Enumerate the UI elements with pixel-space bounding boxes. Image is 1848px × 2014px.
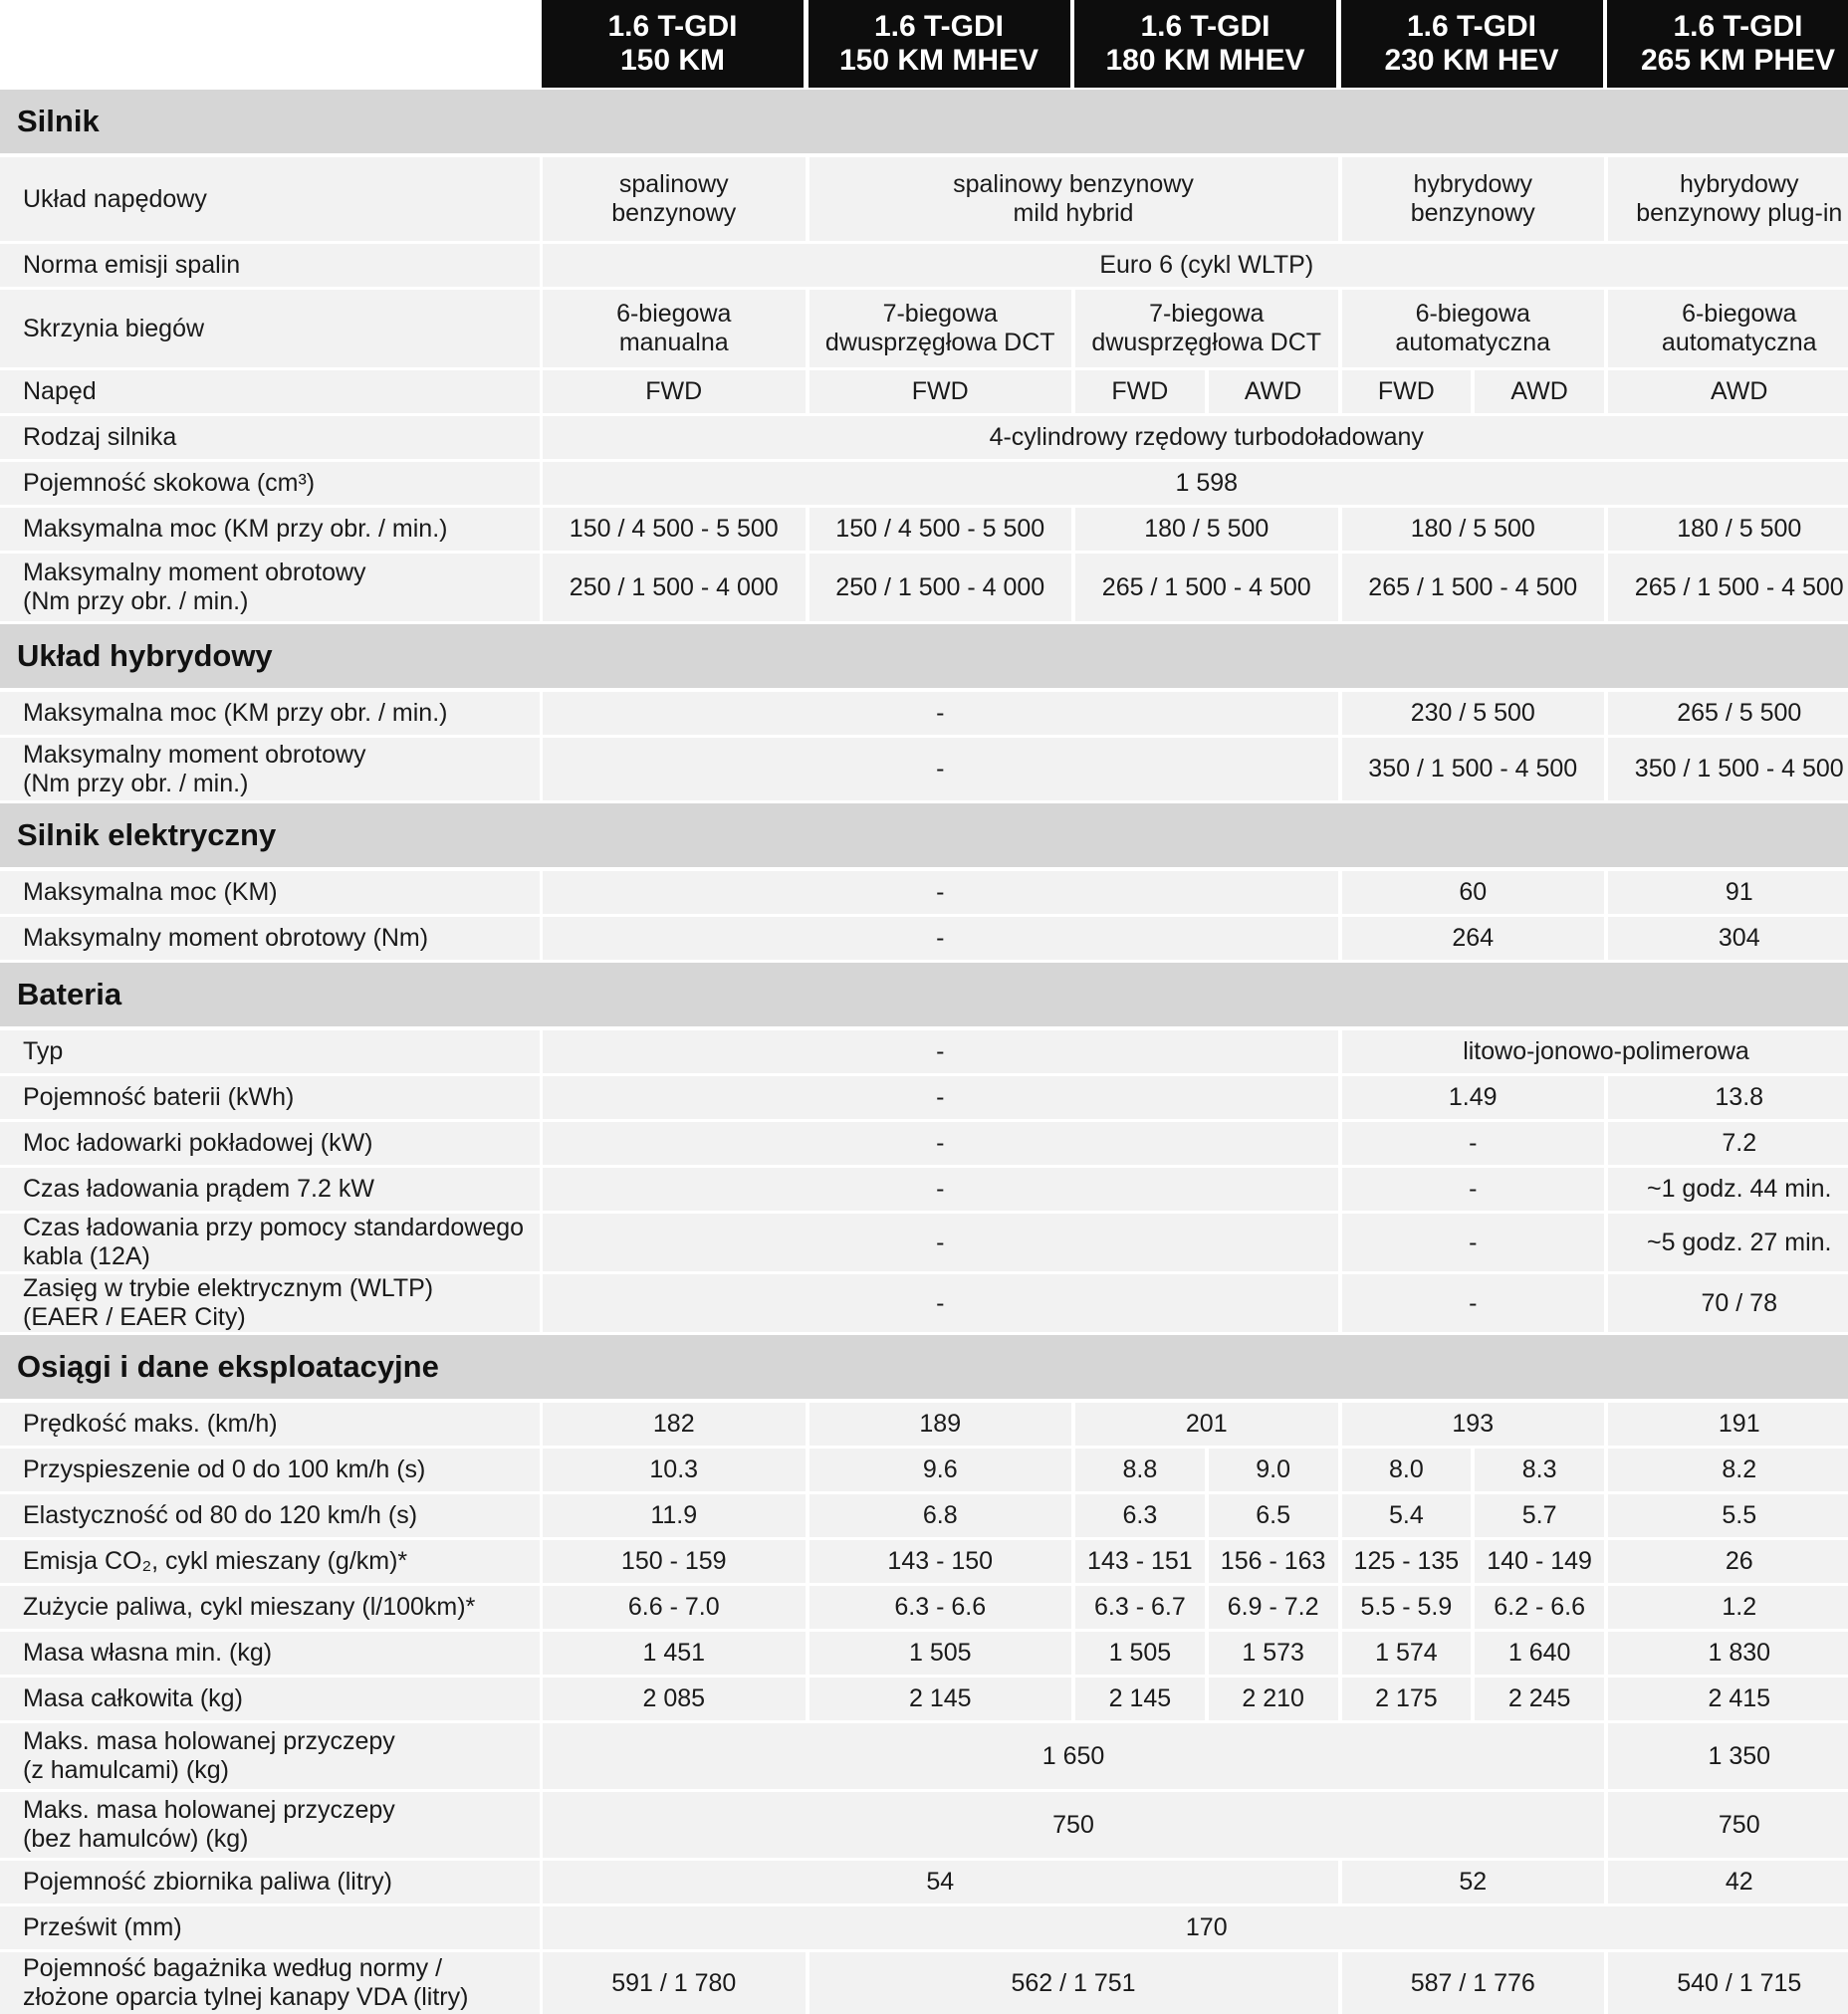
table-cell: 54 <box>543 1861 1338 1903</box>
table-cell: 42 <box>1608 1861 1848 1903</box>
table-cell: - <box>1342 1168 1605 1211</box>
table-cell: 6.3 - 6.7 <box>1075 1586 1205 1629</box>
table-cell: 1 830 <box>1608 1632 1848 1675</box>
table-cell: 265 / 1 500 - 4 500 <box>1075 554 1338 621</box>
table-cell: spalinowy benzynowy mild hybrid <box>809 157 1338 241</box>
table-cell: 2 415 <box>1608 1678 1848 1720</box>
table-cell: 170 <box>543 1906 1848 1949</box>
table-cell: 6.8 <box>809 1494 1072 1537</box>
table-cell: 143 - 150 <box>809 1540 1072 1583</box>
row-label: Maksymalna moc (KM) <box>0 871 540 914</box>
table-cell: 1 640 <box>1475 1632 1604 1675</box>
table-cell: - <box>543 692 1338 735</box>
table-cell: 26 <box>1608 1540 1848 1583</box>
row-label: Maksymalna moc (KM przy obr. / min.) <box>0 692 540 735</box>
table-cell: 562 / 1 751 <box>809 1952 1338 2014</box>
row-label: Przyspieszenie od 0 do 100 km/h (s) <box>0 1449 540 1491</box>
table-cell: AWD <box>1209 370 1338 413</box>
row-label: Zasięg w trybie elektrycznym (WLTP) (EAER / EAER City) <box>0 1274 540 1332</box>
table-cell: 8.8 <box>1075 1449 1205 1491</box>
row-label: Czas ładowania prądem 7.2 kW <box>0 1168 540 1211</box>
row-label: Typ <box>0 1030 540 1073</box>
row-label: Maks. masa holowanej przyczepy (bez hamulców) (kg) <box>0 1792 540 1858</box>
table-cell: 1.2 <box>1608 1586 1848 1629</box>
table-cell: 6.3 - 6.6 <box>809 1586 1072 1629</box>
table-cell: 150 - 159 <box>543 1540 806 1583</box>
table-cell: - <box>1342 1214 1605 1271</box>
table-cell: 156 - 163 <box>1209 1540 1338 1583</box>
table-cell: ~1 godz. 44 min. <box>1608 1168 1848 1211</box>
row-label: Pojemność bagażnika według normy / złożone oparcia tylnej kanapy VDA (litry) <box>0 1952 540 2014</box>
table-cell: 6.2 - 6.6 <box>1475 1586 1604 1629</box>
table-cell: 2 085 <box>543 1678 806 1720</box>
table-cell: 304 <box>1608 917 1848 960</box>
table-cell: 125 - 135 <box>1342 1540 1472 1583</box>
table-cell: - <box>543 1076 1338 1119</box>
table-cell: hybrydowy benzynowy <box>1342 157 1605 241</box>
table-cell: - <box>543 1030 1338 1073</box>
table-cell: 182 <box>543 1403 806 1446</box>
table-cell: 250 / 1 500 - 4 000 <box>809 554 1072 621</box>
table-cell: 1 573 <box>1209 1632 1338 1675</box>
table-cell: 2 245 <box>1475 1678 1604 1720</box>
table-cell: 52 <box>1342 1861 1605 1903</box>
table-cell: 2 145 <box>809 1678 1072 1720</box>
table-cell: 1.49 <box>1342 1076 1605 1119</box>
section-header: Bateria <box>0 963 1848 1026</box>
table-cell: 6-biegowa manualna <box>543 290 806 367</box>
row-label: Masa całkowita (kg) <box>0 1678 540 1720</box>
table-cell: 540 / 1 715 <box>1608 1952 1848 2014</box>
table-cell: 4-cylindrowy rzędowy turbodoładowany <box>543 416 1848 459</box>
table-cell: 6.5 <box>1209 1494 1338 1537</box>
table-cell: 60 <box>1342 871 1605 914</box>
row-label: Maksymalny moment obrotowy (Nm) <box>0 917 540 960</box>
table-cell: 250 / 1 500 - 4 000 <box>543 554 806 621</box>
table-cell: FWD <box>543 370 806 413</box>
table-cell: 6.9 - 7.2 <box>1209 1586 1338 1629</box>
table-cell: 13.8 <box>1608 1076 1848 1119</box>
table-cell: 750 <box>543 1792 1604 1858</box>
row-label: Maks. masa holowanej przyczepy (z hamulcami) (kg) <box>0 1723 540 1789</box>
table-cell: AWD <box>1475 370 1604 413</box>
table-cell: 1 574 <box>1342 1632 1472 1675</box>
table-cell: 70 / 78 <box>1608 1274 1848 1332</box>
table-cell: 140 - 149 <box>1475 1540 1604 1583</box>
table-cell: 7-biegowa dwusprzęgłowa DCT <box>809 290 1072 367</box>
table-cell: 191 <box>1608 1403 1848 1446</box>
table-cell: 8.0 <box>1342 1449 1472 1491</box>
table-cell: 5.5 - 5.9 <box>1342 1586 1472 1629</box>
table-cell: 2 145 <box>1075 1678 1205 1720</box>
table-cell: - <box>543 1214 1338 1271</box>
table-cell: 201 <box>1075 1403 1338 1446</box>
row-label: Maksymalny moment obrotowy (Nm przy obr. / min.) <box>0 738 540 800</box>
row-label: Elastyczność od 80 do 120 km/h (s) <box>0 1494 540 1537</box>
table-cell: 265 / 1 500 - 4 500 <box>1342 554 1605 621</box>
table-cell: - <box>543 1122 1338 1165</box>
table-cell: 11.9 <box>543 1494 806 1537</box>
table-cell: 2 210 <box>1209 1678 1338 1720</box>
row-label: Emisja CO₂, cykl mieszany (g/km)* <box>0 1540 540 1583</box>
table-cell: spalinowy benzynowy <box>543 157 806 241</box>
table-cell: ~5 godz. 27 min. <box>1608 1214 1848 1271</box>
table-cell: 1 505 <box>1075 1632 1205 1675</box>
row-label: Napęd <box>0 370 540 413</box>
table-cell: 1 451 <box>543 1632 806 1675</box>
model-header: 1.6 T-GDI 180 KM MHEV <box>1074 0 1336 88</box>
table-cell: 230 / 5 500 <box>1342 692 1605 735</box>
table-cell: 2 175 <box>1342 1678 1472 1720</box>
table-cell: - <box>543 738 1338 800</box>
row-label: Układ napędowy <box>0 157 540 241</box>
row-label: Skrzynia biegów <box>0 290 540 367</box>
row-label: Prześwit (mm) <box>0 1906 540 1949</box>
table-cell: 750 <box>1608 1792 1848 1858</box>
table-cell: 7-biegowa dwusprzęgłowa DCT <box>1075 290 1338 367</box>
row-label: Prędkość maks. (km/h) <box>0 1403 540 1446</box>
table-cell: - <box>543 1274 1338 1332</box>
table-cell: - <box>543 1168 1338 1211</box>
table-cell: 9.0 <box>1209 1449 1338 1491</box>
table-cell: 265 / 5 500 <box>1608 692 1848 735</box>
table-cell: 193 <box>1342 1403 1605 1446</box>
table-cell: 1 598 <box>543 462 1848 505</box>
section-header: Silnik <box>0 90 1848 153</box>
table-cell: 6-biegowa automatyczna <box>1608 290 1848 367</box>
row-label: Rodzaj silnika <box>0 416 540 459</box>
table-cell: 8.3 <box>1475 1449 1604 1491</box>
table-cell: 1 650 <box>543 1723 1604 1789</box>
table-cell: - <box>1342 1122 1605 1165</box>
table-cell: 1 505 <box>809 1632 1072 1675</box>
table-cell: 150 / 4 500 - 5 500 <box>543 508 806 551</box>
table-cell: FWD <box>809 370 1072 413</box>
table-cell: 1 350 <box>1608 1723 1848 1789</box>
section-header: Osiągi i dane eksploatacyjne <box>0 1335 1848 1399</box>
table-cell: 9.6 <box>809 1449 1072 1491</box>
table-cell: 7.2 <box>1608 1122 1848 1165</box>
table-cell: 10.3 <box>543 1449 806 1491</box>
table-cell: 5.7 <box>1475 1494 1604 1537</box>
table-cell: 180 / 5 500 <box>1608 508 1848 551</box>
model-header: 1.6 T-GDI 230 KM HEV <box>1341 0 1603 88</box>
table-cell: - <box>543 917 1338 960</box>
table-cell: 180 / 5 500 <box>1342 508 1605 551</box>
table-cell: - <box>543 871 1338 914</box>
model-header: 1.6 T-GDI 150 KM <box>542 0 804 88</box>
row-label: Pojemność baterii (kWh) <box>0 1076 540 1119</box>
table-cell: 587 / 1 776 <box>1342 1952 1605 2014</box>
table-cell: 350 / 1 500 - 4 500 <box>1342 738 1605 800</box>
row-label: Norma emisji spalin <box>0 244 540 287</box>
table-cell: 8.2 <box>1608 1449 1848 1491</box>
table-cell: AWD <box>1608 370 1848 413</box>
table-cell: 6.3 <box>1075 1494 1205 1537</box>
row-label: Maksymalny moment obrotowy (Nm przy obr. / min.) <box>0 554 540 621</box>
table-cell: 591 / 1 780 <box>543 1952 806 2014</box>
row-label: Czas ładowania przy pomocy standardowego kabla (12A) <box>0 1214 540 1271</box>
table-cell: 5.5 <box>1608 1494 1848 1537</box>
table-cell: 6-biegowa automatyczna <box>1342 290 1605 367</box>
row-label: Zużycie paliwa, cykl mieszany (l/100km)* <box>0 1586 540 1629</box>
row-label: Masa własna min. (kg) <box>0 1632 540 1675</box>
table-cell: 5.4 <box>1342 1494 1472 1537</box>
table-cell: - <box>1342 1274 1605 1332</box>
model-header: 1.6 T-GDI 150 KM MHEV <box>808 0 1070 88</box>
table-cell: 180 / 5 500 <box>1075 508 1338 551</box>
table-cell: 264 <box>1342 917 1605 960</box>
table-cell: Euro 6 (cykl WLTP) <box>543 244 1848 287</box>
row-label: Maksymalna moc (KM przy obr. / min.) <box>0 508 540 551</box>
model-header: 1.6 T-GDI 265 KM PHEV <box>1607 0 1848 88</box>
row-label: Pojemność zbiornika paliwa (litry) <box>0 1861 540 1903</box>
table-cell: 143 - 151 <box>1075 1540 1205 1583</box>
table-cell: 350 / 1 500 - 4 500 <box>1608 738 1848 800</box>
table-cell: 265 / 1 500 - 4 500 <box>1608 554 1848 621</box>
section-header: Układ hybrydowy <box>0 624 1848 688</box>
table-cell: 91 <box>1608 871 1848 914</box>
table-cell: 189 <box>809 1403 1072 1446</box>
table-cell: hybrydowy benzynowy plug-in <box>1608 157 1848 241</box>
table-cell: 6.6 - 7.0 <box>543 1586 806 1629</box>
row-label: Moc ładowarki pokładowej (kW) <box>0 1122 540 1165</box>
table-cell: litowo-jonowo-polimerowa <box>1342 1030 1848 1073</box>
section-header: Silnik elektryczny <box>0 803 1848 867</box>
table-cell: FWD <box>1342 370 1472 413</box>
table-cell: 150 / 4 500 - 5 500 <box>809 508 1072 551</box>
row-label: Pojemność skokowa (cm³) <box>0 462 540 505</box>
table-cell: FWD <box>1075 370 1205 413</box>
